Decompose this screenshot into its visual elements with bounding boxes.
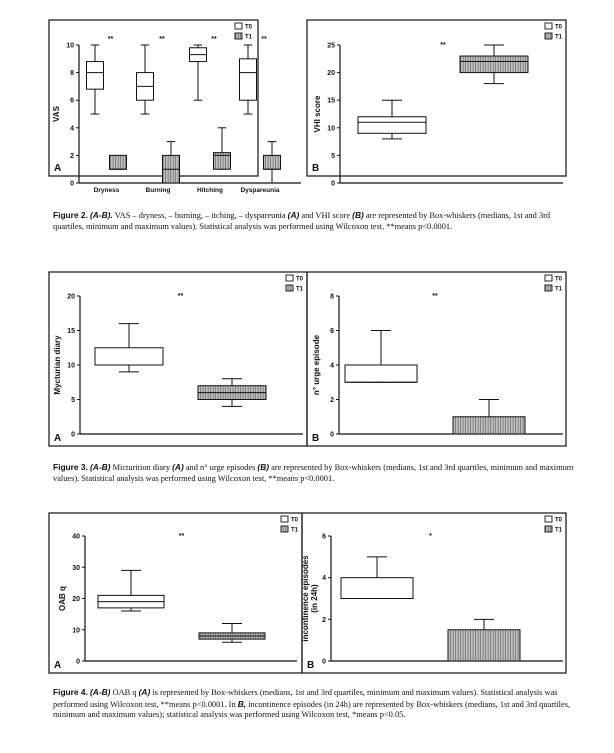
significance-marker: ** (159, 36, 165, 43)
y-axis-label: VHI score (313, 95, 322, 133)
panel-letter: B (312, 433, 320, 444)
box-t0-2 (190, 45, 207, 100)
y-tick-label: 0 (331, 180, 335, 188)
figure2-caption-text-b: and VHI score (299, 211, 353, 220)
y-tick-label: 6 (330, 328, 334, 335)
box-iqr (345, 365, 417, 382)
box-iqr (95, 348, 163, 365)
x-category-label: Dryness (93, 187, 120, 194)
box-t0-3 (240, 45, 257, 114)
legend-label-t0: T0 (291, 517, 299, 524)
box-t1-0 (460, 45, 528, 84)
significance-marker: * (429, 533, 432, 540)
y-tick-label: 15 (67, 328, 75, 335)
legend-swatch-t0 (545, 275, 552, 281)
y-tick-label: 10 (67, 362, 75, 370)
figure2-b-label: (B) (352, 210, 364, 220)
figure4-panels-label: (A-B) (90, 687, 111, 697)
box-t0-1 (137, 45, 154, 114)
figure2-a-label: (A) (287, 210, 300, 220)
y-tick-label: 20 (327, 70, 335, 78)
legend-swatch-t0 (281, 516, 288, 522)
significance-marker: ** (440, 42, 446, 49)
figure3-b-label: (B) (257, 462, 270, 472)
legend-swatch-t0 (545, 23, 552, 29)
figure2-caption-text-a: VAS – dryness, – burning, – itching, – dyspareunia (112, 211, 288, 220)
y-tick-label: 8 (330, 293, 334, 301)
box-t1-0 (110, 155, 127, 169)
box-t1-0 (448, 619, 520, 661)
legend-label-t0: T0 (555, 24, 563, 31)
y-tick-label: 0 (330, 431, 334, 439)
y-axis-label: Mycturian diary (53, 335, 62, 395)
y-tick-label: 30 (72, 564, 80, 572)
figure3-caption-text-c: are represented by Box-whiskers (medians, 1st and 3rd quartiles, minimum and maximum values). Statistical analysis was performed using Wilcoxon test, **means p<0.0001. (53, 463, 574, 483)
figure2-label: Figure 2. (53, 210, 88, 220)
chart-panel-fig4A (49, 513, 302, 673)
box-t1-0 (453, 400, 525, 435)
figure2-panels-label: (A-B). (90, 210, 113, 220)
legend-swatch-t1 (235, 33, 242, 39)
panel-letter: A (54, 660, 62, 671)
y-axis-label: VAS (52, 106, 61, 122)
y-tick-label: 5 (331, 152, 335, 160)
figure4-b-label: B, (237, 698, 247, 709)
y-tick-label: 4 (70, 125, 74, 133)
significance-marker: ** (261, 36, 267, 43)
chart-panel-fig3A (49, 272, 307, 446)
y-tick-label: 20 (67, 293, 75, 301)
y-tick-label: 8 (70, 70, 74, 78)
box-t1-1 (163, 142, 180, 183)
significance-marker: ** (211, 36, 217, 43)
chart-panel-fig4B (301, 513, 566, 673)
figure4-caption-text-c: incontinence episodes (in 24h) are represented by Box-whiskers (medians, 1st and 3rd quartiles, minimum and maximum values); statistical analysis was performed using Wilcoxon test, *means p<0.05. (53, 699, 571, 719)
box-t1-0 (198, 379, 266, 407)
y-tick-label: 0 (322, 658, 326, 666)
figure4-caption-text-b: is represented by Box-whiskers (medians, 1st and 3rd quartiles, minimum and maximum values). Statistical analysis was performed using Wilcoxon test, **means p<0.0001. In (53, 688, 558, 709)
legend-label-t1: T1 (291, 527, 299, 534)
y-tick-label: 10 (66, 42, 74, 50)
legend-label-t1: T1 (555, 527, 563, 534)
box-t1-0 (199, 624, 265, 643)
figure3-caption (53, 462, 583, 484)
figure3-label: Figure 3. (53, 462, 88, 472)
box-iqr (448, 630, 520, 661)
legend-label-t0: T0 (245, 24, 253, 31)
y-axis-label: incontinence episodes(in 24h) (301, 555, 319, 642)
y-tick-label: 2 (330, 397, 334, 404)
y-tick-label: 0 (70, 180, 74, 188)
y-tick-label: 4 (322, 575, 326, 583)
y-tick-label: 10 (327, 125, 335, 133)
figure2-caption-text-c: are represented by Box-whiskers (medians, 1st and 3rd quartiles, minimum and maximum values). Statistical analysis was performed using Wilcoxon test, **means p<0.0001. (53, 211, 551, 231)
significance-marker: ** (178, 533, 185, 540)
chart-panel-fig2A (49, 20, 301, 194)
legend-label-t0: T0 (555, 276, 563, 283)
panel-letter: A (54, 433, 62, 444)
box-t0-0 (98, 570, 164, 611)
legend-swatch-t0 (235, 23, 242, 29)
y-tick-label: 2 (70, 152, 74, 160)
figure3-caption-text-a: Micturition diary (110, 463, 173, 472)
chart-panel-fig2B (307, 20, 566, 188)
box-iqr (264, 155, 281, 169)
legend-label-t0: T0 (555, 517, 563, 524)
box-iqr (460, 56, 528, 73)
box-iqr (87, 62, 104, 90)
box-t0-0 (358, 100, 426, 139)
y-tick-label: 20 (72, 596, 80, 603)
legend-label-t1: T1 (555, 286, 563, 293)
box-t0-0 (95, 324, 163, 372)
legend-label-t1: T1 (555, 34, 563, 41)
y-tick-label: 40 (72, 533, 80, 541)
box-iqr (341, 578, 413, 599)
y-tick-label: 4 (330, 362, 334, 370)
y-tick-label: 6 (322, 533, 326, 541)
panel-frame (307, 20, 566, 176)
y-tick-label: 10 (72, 627, 80, 635)
box-t0-0 (345, 331, 417, 383)
x-category-label: Burning (145, 187, 171, 194)
legend-swatch-t1 (545, 285, 552, 291)
panel-frame (49, 513, 302, 673)
panel-letter: B (312, 163, 320, 174)
significance-marker: ** (432, 293, 438, 300)
box-t1-2 (214, 128, 231, 169)
significance-marker: ** (177, 293, 184, 300)
legend-swatch-t0 (545, 516, 552, 522)
legend-label-t1: T1 (245, 34, 253, 41)
significance-marker: ** (107, 36, 114, 43)
y-tick-label: 5 (71, 397, 75, 404)
x-category-label: Dyspareunia (240, 187, 280, 194)
y-tick-label: 15 (327, 97, 335, 105)
figure2-caption (53, 210, 583, 232)
box-iqr (358, 117, 426, 134)
panel-letter: B (307, 660, 315, 671)
box-iqr (453, 417, 525, 434)
y-tick-label: 2 (322, 616, 326, 624)
legend-swatch-t1 (545, 526, 552, 532)
figure3-a-label: (A) (172, 462, 184, 472)
box-t1-3 (264, 142, 281, 183)
chart-panel-fig3B (307, 272, 566, 446)
figure4-caption-text-a: OAB q (110, 688, 139, 697)
y-axis-label: OAB q (58, 586, 67, 611)
legend-label-t1: T1 (296, 286, 304, 293)
figure3-caption-text-b: and n° urge episodes (183, 463, 258, 472)
box-t0-0 (341, 557, 413, 599)
y-tick-label: 6 (70, 97, 74, 105)
box-t0-0 (87, 45, 104, 114)
legend-swatch-t1 (545, 33, 552, 39)
figure3-panels-label: (A-B) (90, 462, 111, 472)
legend-label-t0: T0 (296, 276, 304, 283)
legend-swatch-t1 (281, 526, 288, 532)
legend-swatch-t1 (286, 285, 293, 291)
figure4-a-label: (A) (138, 687, 151, 697)
box-iqr (110, 155, 127, 169)
panel-letter: A (54, 163, 62, 174)
y-tick-label: 0 (76, 658, 80, 666)
y-tick-label: 25 (327, 42, 335, 50)
y-tick-label: 0 (71, 431, 75, 439)
legend-swatch-t0 (286, 275, 293, 281)
figure4-caption (53, 687, 583, 721)
box-iqr (240, 59, 257, 100)
x-category-label: Hitching (197, 187, 223, 194)
figure4-label: Figure 4. (53, 687, 88, 697)
y-axis-label: n° urge episode (312, 334, 321, 396)
